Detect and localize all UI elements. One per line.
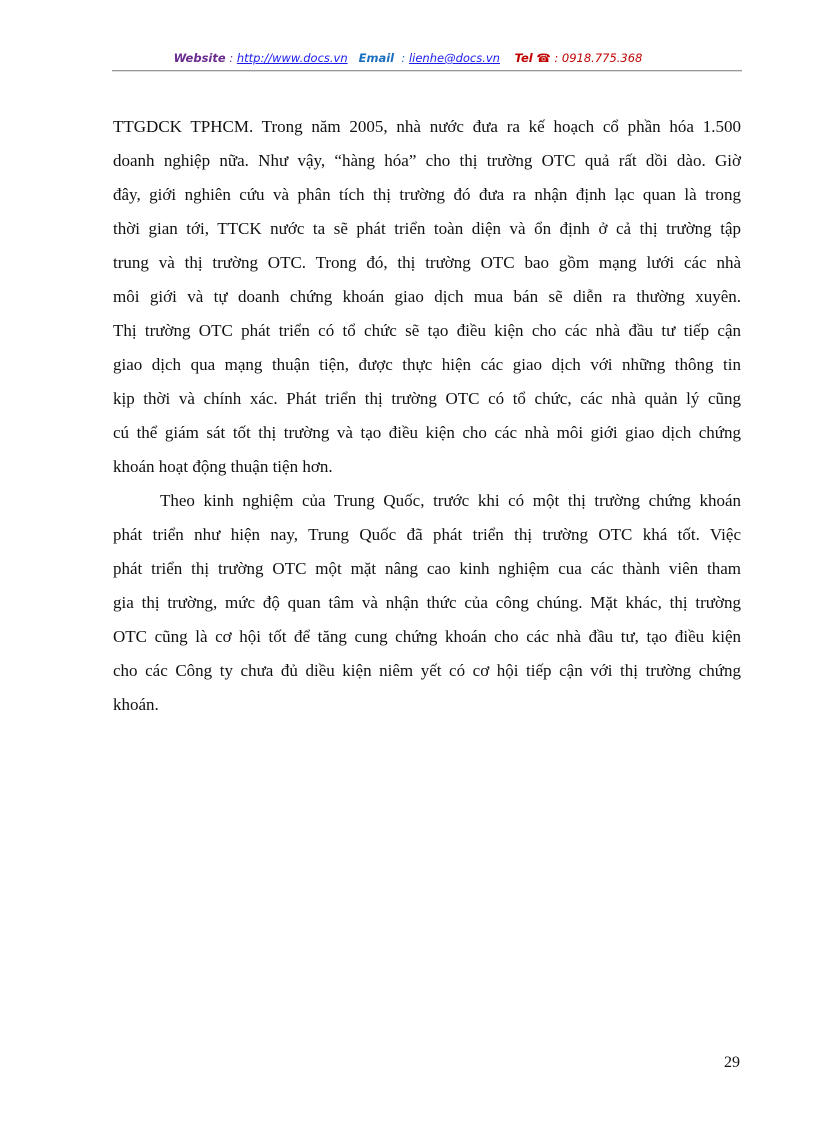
website-link[interactable]: http://www.docs.vn	[236, 51, 348, 65]
page-header: Website : http://www.docs.vn Email : lienhe@docs.vn Tel ☎ : 0918.775.368	[173, 51, 643, 65]
text-line: kịp thời và chính xác. Phát triển thị trường OTC có tổ chức, các nhà quản lý cũng	[113, 389, 741, 408]
phone-icon: ☎	[536, 51, 551, 65]
header-divider	[112, 70, 742, 72]
text-line: OTC cũng là cơ hội tốt để tăng cung chứng khoán cho các nhà đầu tư, tạo điều kiện	[113, 627, 741, 646]
website-label: Website	[173, 51, 226, 65]
tel-number: 0918.775.368	[561, 51, 643, 65]
text-line: phát triển thị trường OTC một mặt nâng cao kinh nghiệm cua các thành viên tham	[113, 559, 741, 578]
text-line: thời gian tới, TTCK nước ta sẽ phát triển toàn diện và ổn định ở cả thị trường tập	[113, 219, 741, 238]
text-line: cú thể giám sát tốt thị trường và tạo điều kiện cho các nhà môi giới giao dịch chứng	[113, 423, 741, 442]
text-line: Theo kinh nghiệm của Trung Quốc, trước khi có một thị trường chứng khoán	[160, 491, 741, 510]
text-line: cho các Công ty chưa đủ diều kiện niêm yết có cơ hội tiếp cận với thị trường chứng	[113, 661, 741, 680]
text-line: trung và thị trường OTC. Trong đó, thị trường OTC bao gồm mạng lưới các nhà	[113, 253, 741, 272]
paragraph	[113, 112, 741, 486]
text-line: phát triển như hiện nay, Trung Quốc đã phát triển thị trường OTC khá tốt. Việc	[113, 525, 741, 544]
text-line: khoán.	[113, 695, 159, 714]
tel-label: Tel	[514, 51, 533, 65]
text-line: Thị trường OTC phát triển có tổ chức sẽ tạo điều kiện cho các nhà đầu tư tiếp cận	[113, 321, 741, 340]
text-line: đây, giới nghiên cứu và phân tích thị trường đó đưa ra nhận định lạc quan là trong	[113, 185, 741, 204]
email-label: Email	[358, 51, 395, 65]
text-line: gia thị trường, mức độ quan tâm và nhận thức của công chúng. Mặt khác, thị trường	[113, 593, 741, 612]
text-line: TTGDCK TPHCM. Trong năm 2005, nhà nước đưa ra kế hoạch cổ phần hóa 1.500	[113, 117, 741, 136]
email-link[interactable]: lienhe@docs.vn	[408, 51, 500, 65]
text-line: môi giới và tự doanh chứng khoán giao dịch mua bán sẽ diễn ra thường xuyên.	[113, 287, 741, 306]
document-body	[113, 112, 741, 724]
text-line: giao dịch qua mạng thuận tiện, được thực hiện các giao dịch với những thông tin	[113, 355, 741, 374]
text-line: khoán hoạt động thuận tiện hơn.	[113, 457, 333, 476]
page-number: 29	[724, 1054, 740, 1071]
paragraph	[113, 486, 741, 724]
text-line: doanh nghiệp nữa. Như vậy, “hàng hóa” cho thị trường OTC quả rất dồi dào. Giờ	[113, 151, 741, 170]
